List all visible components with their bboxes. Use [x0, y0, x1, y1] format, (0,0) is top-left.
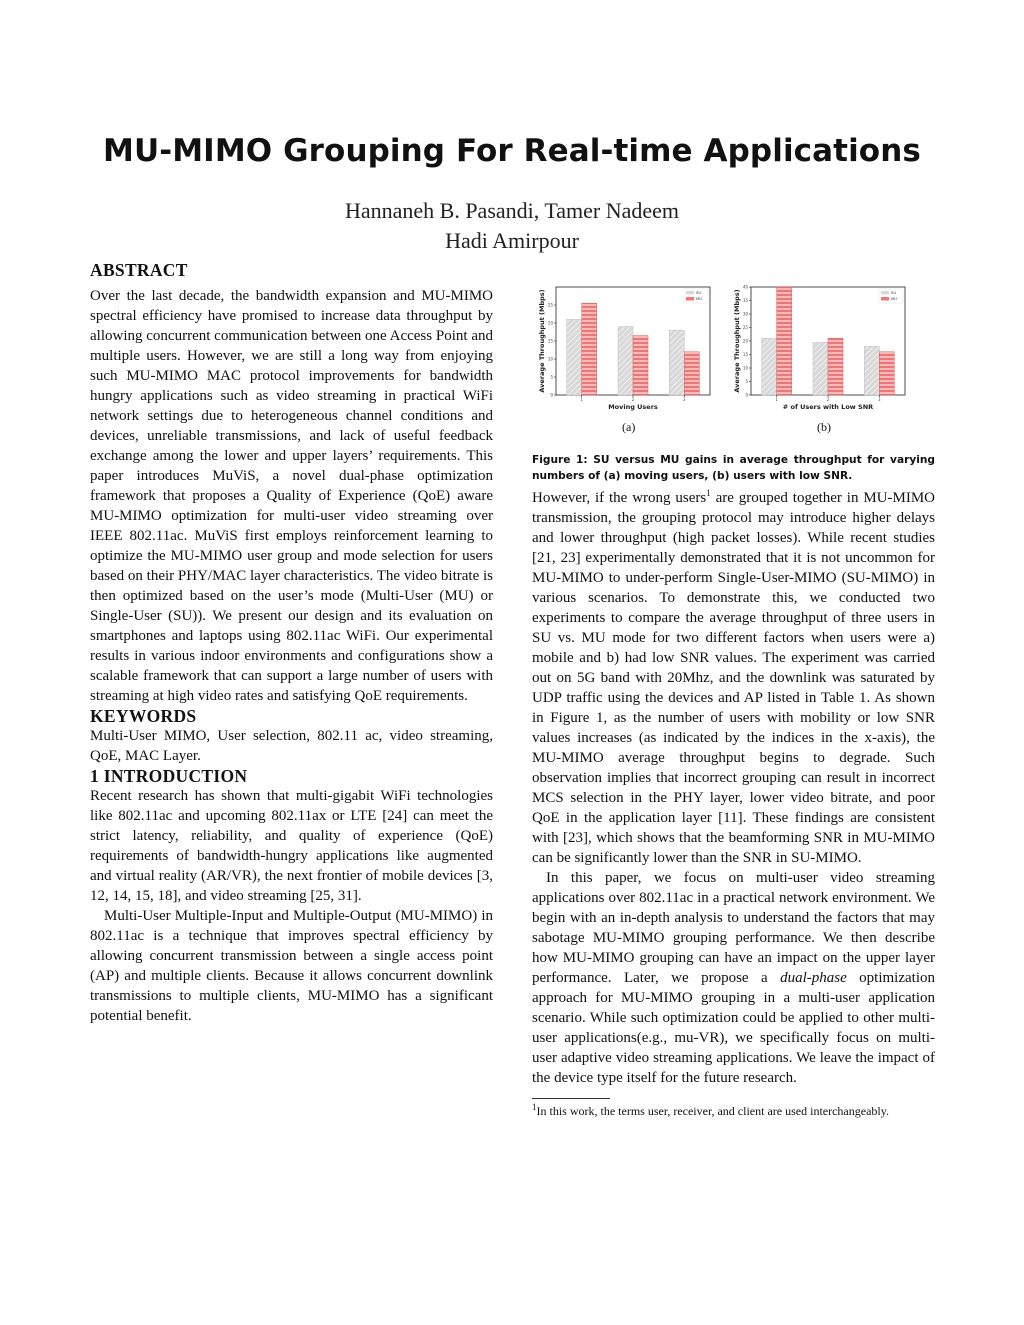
chart-a: [538, 283, 718, 418]
footnote-ref[interactable]: 1: [706, 488, 711, 498]
y-tick-label: 0: [745, 392, 748, 398]
intro-paragraph-1: Recent research has shown that multi-gigabit WiFi technologies like 802.11ac and upcoming 802.11ax or LTE [24] can meet the strict latency, reliability, and quality of experience (QoE) requirements of bandwidth-hungry applications like augmented and virtual reality (AR/VR), the next frontier of mobile devices [3, 12, 14, 15, 18], and video streaming [25, 31].: [90, 788, 493, 904]
keywords-text: Multi-User MIMO, User selection, 802.11 ac, video streaming, QoE, MAC Layer.: [90, 728, 493, 764]
introduction-heading: 1 INTRODUCTION: [90, 766, 248, 786]
y-tick-label: 40: [742, 284, 748, 290]
left-column: [90, 260, 493, 1026]
bar-su-3: [669, 330, 684, 395]
x-tick-label: 2: [631, 397, 635, 402]
right-p2-start: In this paper, we focus on multi-user video streaming applications over 802.11ac in a practical network environment. We begin with an in-depth analysis to understand the factors that may sabotage MU-MIMO grouping performance. We then describe how MU-MIMO grouping can have an impact on the upper layer performance. Later, we propose a: [532, 870, 935, 986]
x-axis-label: # of Users with Low SNR: [782, 403, 874, 411]
authors-line-1: Hannaneh B. Pasandi, Tamer Nadeem: [344, 198, 680, 223]
x-tick-label: 2: [826, 397, 830, 402]
y-tick-label: 15: [547, 338, 553, 344]
legend-swatch-su: [686, 291, 694, 295]
abstract-text: Over the last decade, the bandwidth expansion and MU-MIMO spectral efficiency have promised to increase data throughput by allowing concurrent communication between one Access Point and multiple users. However, we are still a long way from enjoying such MU-MIMO MAC protocol improvements for bandwidth hungry applications such as video streaming in practical WiFi network settings due to heterogeneous channel conditions and devices, unreliable transmissions, and lack of useful feedback exchange among the lower and upper layers’ requirements. This paper introduces MuViS, a novel dual-phase optimization framework that proposes a Quality of Experience (QoE) aware MU-MIMO optimization for multi-user video streaming over IEEE 802.11ac. MuViS first employs reinforcement learning to optimize the MU-MIMO user group and mode selection for users based on their PHY/MAC layer characteristics. The video bitrate is then optimized based on the user’s mode (Multi-User (MU) or Single-User (SU)). We present our design and its evaluation on smartphones and laptops using 802.11ac WiFi. Our experimental results in various indoor environments and configurations show a scalable framework that can support a large number of users with streaming at high video rates and satisfying QoE requirements.: [90, 288, 493, 704]
bar-su-1: [567, 319, 582, 395]
x-tick-label: 3: [878, 397, 881, 402]
subcaption-a: (a): [622, 420, 636, 434]
legend-swatch-su: [881, 291, 889, 295]
bar-mu-1: [777, 287, 792, 395]
y-tick-label: 5: [745, 379, 748, 384]
bar-su-1: [762, 338, 777, 395]
x-tick-label: 1: [580, 397, 583, 402]
chart-b: [733, 283, 913, 418]
y-tick-label: 25: [547, 302, 553, 308]
x-axis-label: Moving Users: [608, 403, 658, 411]
legend-swatch-mu: [686, 297, 694, 301]
x-tick-label: 1: [775, 397, 778, 402]
y-tick-label: 10: [547, 356, 553, 362]
right-paragraph-2: [532, 868, 935, 1088]
y-axis-label: Average Throughput (Mbps): [538, 289, 546, 393]
right-p1-rest: are grouped together in MU-MIMO transmission, the grouping protocol may introduce higher delays and lower throughput (high packet losses). While recent studies [21, 23] experimentally demonstrated that it is not uncommon for MU-MIMO to under-perform Single-User-MIMO (SU-MIMO) in various scenarios. To demonstrate this, we conducted two experiments to compare the average throughput of three users in SU vs. MU mode for two different factors when users were a) mobile and b) had low SNR values. The experiment was carried out on 5G band with 20Mhz, and the downlink was saturated by UDP traffic using the devices and AP listed in Table 1. As shown in Figure 1, as the number of users with mobility or low SNR values increases (as indicated by the indices in the x-axis), the MU-MIMO average throughput begins to degrade. Such observation implies that incorrect grouping can result in incorrect MCS selection in the PHY layer, lower video bitrate, and poor QoE in the application layer [11]. These findings are consistent with [23], which shows that the beamforming SNR in MU-MIMO can be significantly lower than the SNR in SU-MIMO.: [532, 490, 935, 866]
y-tick-label: 0: [550, 392, 553, 398]
bar-mu-2: [828, 338, 843, 395]
y-tick-label: 10: [742, 365, 748, 371]
legend-label-mu: MU: [696, 296, 703, 302]
bar-mu-3: [879, 352, 894, 395]
footnote-divider: [532, 1098, 610, 1099]
right-p2-rest: optimization approach for MU-MIMO grouping in a multi-user application scenario. While such optimization could be applied to other multi-user applications(e.g., mu-VR), we specifically focus on multi-user adaptive video streaming applications. We leave the impact of the device type itself for the future research.: [532, 970, 935, 1086]
x-tick-label: 3: [683, 397, 686, 402]
author-list: [0, 196, 1024, 256]
y-tick-label: 35: [742, 298, 748, 303]
legend-swatch-mu: [881, 297, 889, 301]
right-p1-start: However, if the wrong users: [532, 490, 707, 506]
intro-paragraph-2: Multi-User Multiple-Input and Multiple-Output (MU-MIMO) in 802.11ac is a technique that improves spectral efficiency by allowing concurrent transmission between a single access point (AP) and multiple clients. Because it allows concurrent downlink transmissions to multiple clients, MU-MIMO has a significant potential benefit.: [90, 908, 493, 1024]
footnote-text: In this work, the terms user, receiver, and client are used interchangeably.: [536, 1104, 889, 1118]
bar-su-2: [618, 327, 633, 395]
y-axis-label: Average Throughput (Mbps): [733, 289, 741, 393]
legend-label-su: SU: [696, 290, 702, 296]
abstract-heading: ABSTRACT: [90, 260, 188, 280]
bar-mu-1: [582, 303, 597, 395]
y-tick-label: 15: [742, 352, 748, 357]
subcaption-b: (b): [817, 420, 831, 434]
legend-label-mu: MU: [891, 296, 898, 302]
figure-caption: Figure 1: SU versus MU gains in average throughput for varying numbers of (a) moving users, (b) users with low SNR.: [532, 454, 935, 482]
y-tick-label: 25: [742, 325, 748, 330]
bar-mu-2: [633, 336, 648, 395]
y-tick-label: 5: [550, 374, 553, 380]
footnote-mark: 1: [532, 1102, 537, 1112]
legend-label-su: SU: [891, 290, 897, 296]
paper-title: MU-MIMO Grouping For Real-time Applications: [103, 133, 921, 169]
bar-su-3: [864, 346, 879, 395]
authors-line-2: Hadi Amirpour: [445, 228, 579, 253]
y-tick-label: 30: [742, 311, 748, 317]
right-column: [532, 488, 935, 1119]
keywords-heading: KEYWORDS: [90, 706, 197, 726]
bar-mu-3: [684, 352, 699, 395]
bar-su-2: [813, 342, 828, 395]
right-paragraph-1: [532, 488, 935, 868]
right-p2-emphasis: dual-phase: [780, 970, 847, 986]
footnote: [532, 1103, 935, 1119]
y-tick-label: 20: [547, 320, 553, 326]
y-tick-label: 20: [742, 338, 748, 344]
